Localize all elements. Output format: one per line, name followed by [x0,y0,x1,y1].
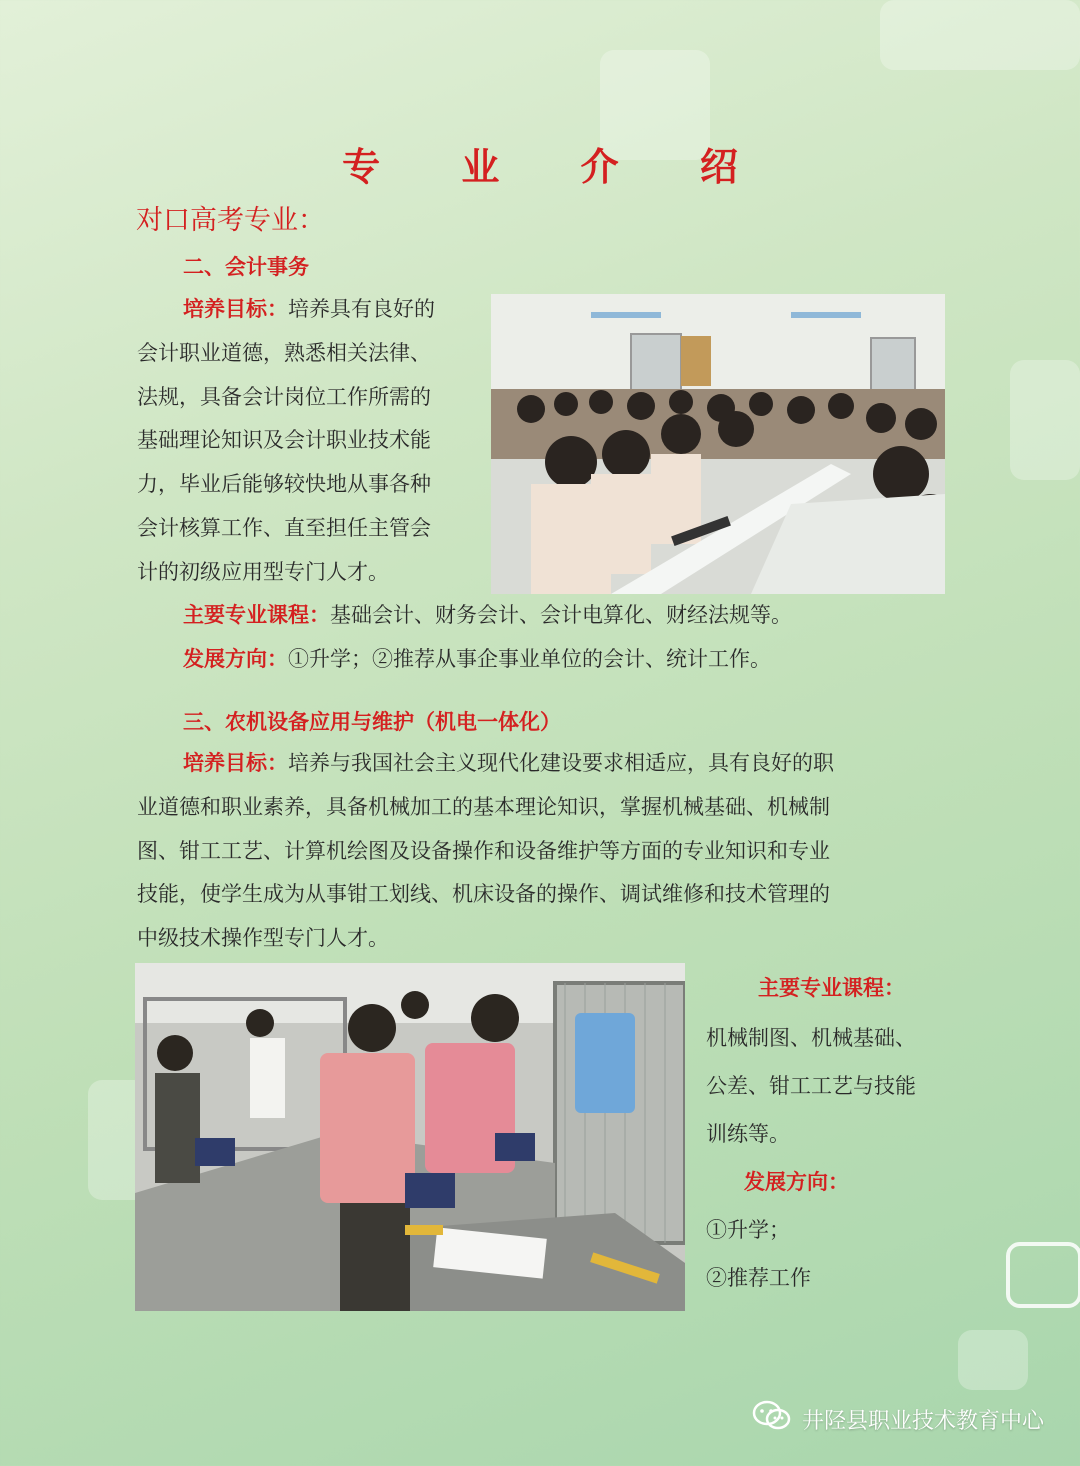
goal-line: 计的初级应用型专门人才。 [137,559,389,584]
goal-line: 中级技术操作型专门人才。 [137,926,389,951]
goal-line: 法规，具备会计岗位工作所需的 [137,384,431,409]
goal-line: 力，毕业后能够较快地从事各种 [137,472,431,497]
courses-line: 公差、钳工工艺与技能 [706,1074,916,1098]
goal-line: 会计核算工作、直至担任主管会 [137,515,431,540]
classroom-photo [491,294,945,594]
workshop-photo [135,963,685,1311]
goal-line: 业道德和职业素养，具备机械加工的基本理论知识，掌握机械基础、机械制 [137,794,830,819]
machinery-goal-text [137,742,952,961]
direction-text: ①升学；②推荐从事企事业单位的会计、统计工作。 [288,647,771,671]
footer-text: 井陉县职业技术教育中心 [801,1408,1044,1434]
goal-line: 图、钳工工艺、计算机绘图及设备操作和设备维护等方面的专业知识和专业 [137,838,830,863]
goal-line: 技能，使学生成为从事钳工划线、机床设备的操作、调试维修和技术管理的 [137,882,830,907]
goal-label: 培养目标： [183,297,288,321]
accounting-courses [183,594,963,638]
background-decoration [1010,360,1080,480]
courses-label: 主要专业课程： [758,976,905,1000]
category-heading: 对口高考专业： [136,205,325,236]
background-decoration [880,0,1080,70]
background-decoration [958,1330,1028,1390]
accounting-direction [183,638,963,682]
page-title: 专 业 介 绍 [342,145,772,189]
direction-line: ②推荐工作 [706,1266,811,1290]
courses-line: 机械制图、机械基础、 [706,1026,916,1050]
direction-label: 发展方向： [744,1170,849,1194]
courses-line: 训练等。 [706,1122,790,1146]
section-heading-machinery: 三、农机设备应用与维护（机电一体化） [183,710,561,734]
goal-label: 培养目标： [183,751,288,775]
goal-line: 基础理论知识及会计职业技术能 [137,428,431,453]
footer-watermark [752,1400,1044,1438]
accounting-goal-text [137,288,483,595]
goal-line: 培养具有良好的 [288,297,435,321]
wechat-icon [752,1400,792,1438]
section-heading-accounting: 二、会计事务 [183,255,309,279]
machinery-side-info [706,966,962,1302]
background-decoration [1006,1242,1080,1308]
goal-line: 会计职业道德，熟悉相关法律、 [137,340,431,365]
courses-label: 主要专业课程： [183,603,330,627]
direction-label: 发展方向： [183,647,288,671]
goal-line: 培养与我国社会主义现代化建设要求相适应，具有良好的职 [288,751,834,775]
direction-line: ①升学； [706,1218,790,1242]
courses-text: 基础会计、财务会计、会计电算化、财经法规等。 [330,603,792,627]
